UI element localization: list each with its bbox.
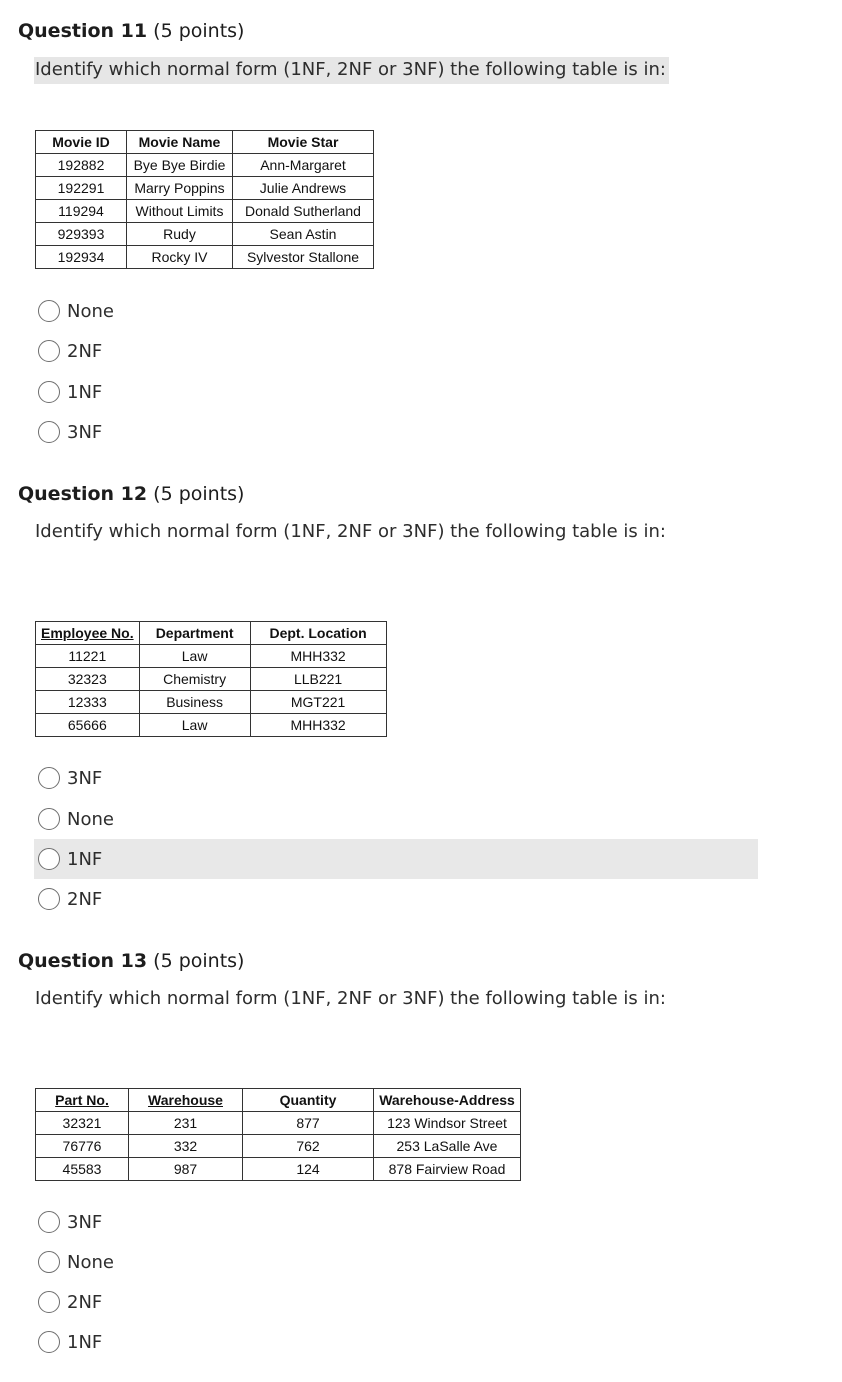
answer-option[interactable] [34, 839, 758, 879]
radio-button[interactable] [38, 888, 60, 910]
table-cell: 762 [243, 1135, 374, 1158]
table-cell: 987 [129, 1158, 243, 1181]
answer-option[interactable] [34, 1202, 758, 1242]
table-cell: 124 [243, 1158, 374, 1181]
table-cell: Without Limits [127, 200, 233, 223]
table-cell: Sean Astin [233, 223, 374, 246]
table-cell: 192882 [36, 154, 127, 177]
radio-button[interactable] [38, 848, 60, 870]
table-cell: Law [139, 714, 250, 737]
table-cell: 123 Windsor Street [374, 1112, 521, 1135]
table-header: Quantity [243, 1089, 374, 1112]
question-title [18, 20, 244, 42]
radio-button[interactable] [38, 1251, 60, 1273]
radio-button[interactable] [38, 1291, 60, 1313]
option-label: None [67, 808, 114, 830]
table-row [36, 1135, 521, 1158]
option-label: 1NF [67, 848, 103, 870]
question-points: (5 points) [153, 950, 245, 972]
table-header: Warehouse-Address [374, 1089, 521, 1112]
question-prompt: Identify which normal form (1NF, 2NF or 3NF) the following table is in: [35, 521, 666, 542]
table-cell: Julie Andrews [233, 177, 374, 200]
table-cell: Marry Poppins [127, 177, 233, 200]
answer-option[interactable] [34, 799, 758, 839]
table-cell: 332 [129, 1135, 243, 1158]
option-label: None [67, 300, 114, 322]
table-header: Movie ID [36, 131, 127, 154]
radio-button[interactable] [38, 421, 60, 443]
table-row [36, 177, 374, 200]
option-label: 2NF [67, 888, 103, 910]
table-row [36, 246, 374, 269]
question-prompt: Identify which normal form (1NF, 2NF or 3NF) the following table is in: [34, 57, 669, 84]
table-header: Dept. Location [250, 622, 386, 645]
table-header-row [36, 1089, 521, 1112]
table-cell: 192291 [36, 177, 127, 200]
table-cell: 192934 [36, 246, 127, 269]
table-cell: 12333 [36, 691, 140, 714]
table-header-row [36, 622, 387, 645]
option-label: 1NF [67, 381, 103, 403]
question-points: (5 points) [153, 483, 245, 505]
table-cell: 119294 [36, 200, 127, 223]
table-cell: Ann-Margaret [233, 154, 374, 177]
employee-table [35, 621, 387, 737]
table-cell: Sylvestor Stallone [233, 246, 374, 269]
option-label: 3NF [67, 1211, 103, 1233]
table-cell: 76776 [36, 1135, 129, 1158]
option-label: 3NF [67, 767, 103, 789]
table-header: Employee No. [36, 622, 140, 645]
table-row [36, 691, 387, 714]
answer-option[interactable] [34, 1282, 758, 1322]
table-cell: LLB221 [250, 668, 386, 691]
table-cell: MGT221 [250, 691, 386, 714]
table-cell: 45583 [36, 1158, 129, 1181]
table-row [36, 223, 374, 246]
answer-option[interactable] [34, 331, 758, 371]
option-label: 2NF [67, 340, 103, 362]
table-cell: Rocky IV [127, 246, 233, 269]
table-header-row [36, 131, 374, 154]
table-cell: Donald Sutherland [233, 200, 374, 223]
option-label: 2NF [67, 1291, 103, 1313]
table-cell: 32321 [36, 1112, 129, 1135]
answer-option[interactable] [34, 879, 758, 919]
table-cell: 878 Fairview Road [374, 1158, 521, 1181]
radio-button[interactable] [38, 767, 60, 789]
table-cell: 929393 [36, 223, 127, 246]
table-row [36, 668, 387, 691]
radio-button[interactable] [38, 381, 60, 403]
question-number: Question 12 [18, 483, 148, 505]
question-points: (5 points) [153, 20, 245, 42]
radio-button[interactable] [38, 300, 60, 322]
table-header: Movie Star [233, 131, 374, 154]
question-title [18, 483, 244, 505]
table-cell: Business [139, 691, 250, 714]
answer-option[interactable] [34, 412, 758, 452]
answer-option[interactable] [34, 1242, 758, 1282]
answer-option[interactable] [34, 291, 758, 331]
table-cell: 11221 [36, 645, 140, 668]
warehouse-table [35, 1088, 521, 1181]
answer-option[interactable] [34, 1322, 758, 1362]
table-header: Department [139, 622, 250, 645]
table-cell: MHH332 [250, 714, 386, 737]
table-cell: MHH332 [250, 645, 386, 668]
question-title [18, 950, 244, 972]
answer-option[interactable] [34, 372, 758, 412]
table-cell: 877 [243, 1112, 374, 1135]
table-cell: Bye Bye Birdie [127, 154, 233, 177]
radio-button[interactable] [38, 1331, 60, 1353]
table-cell: Law [139, 645, 250, 668]
option-label: 1NF [67, 1331, 103, 1353]
radio-button[interactable] [38, 808, 60, 830]
question-prompt: Identify which normal form (1NF, 2NF or 3NF) the following table is in: [35, 988, 666, 1009]
movie-table [35, 130, 374, 269]
table-cell: Rudy [127, 223, 233, 246]
question-number: Question 13 [18, 950, 148, 972]
table-row [36, 154, 374, 177]
table-row [36, 645, 387, 668]
table-cell: Chemistry [139, 668, 250, 691]
radio-button[interactable] [38, 1211, 60, 1233]
table-row [36, 1158, 521, 1181]
answer-option[interactable] [34, 758, 758, 798]
table-cell: 231 [129, 1112, 243, 1135]
table-row [36, 200, 374, 223]
table-header: Part No. [36, 1089, 129, 1112]
option-label: None [67, 1251, 114, 1273]
table-cell: 65666 [36, 714, 140, 737]
table-row [36, 1112, 521, 1135]
table-row [36, 714, 387, 737]
table-cell: 253 LaSalle Ave [374, 1135, 521, 1158]
option-label: 3NF [67, 421, 103, 443]
table-cell: 32323 [36, 668, 140, 691]
table-header: Warehouse [129, 1089, 243, 1112]
radio-button[interactable] [38, 340, 60, 362]
question-number: Question 11 [18, 20, 148, 42]
table-header: Movie Name [127, 131, 233, 154]
